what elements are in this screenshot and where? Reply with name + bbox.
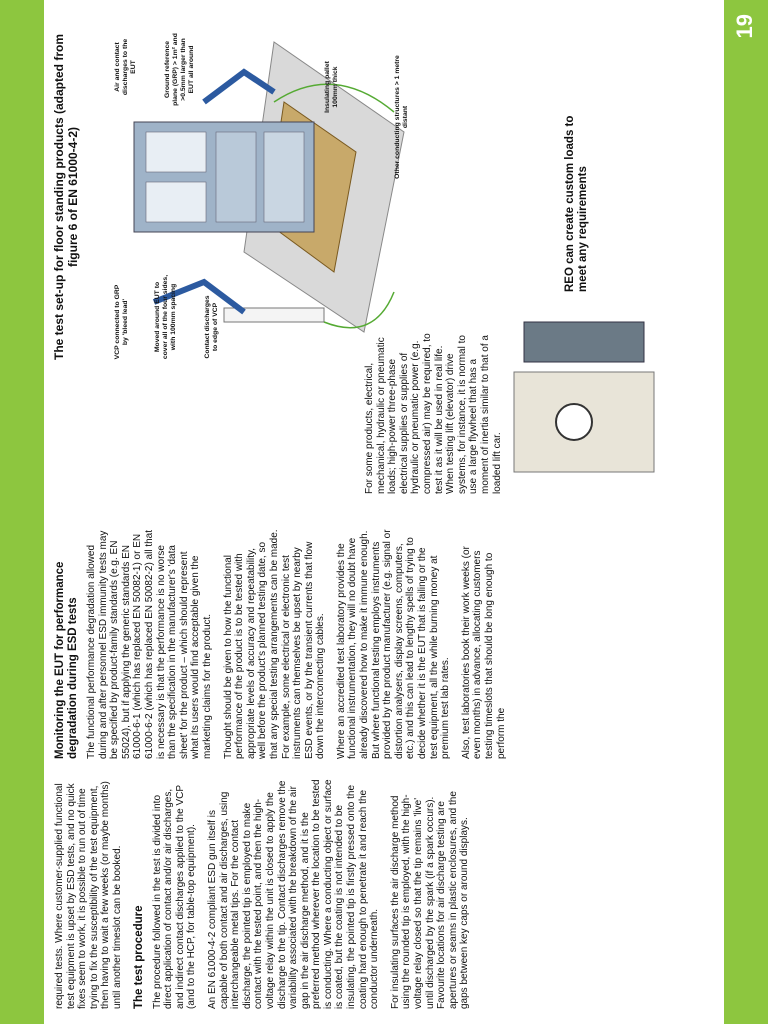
col2-paragraph: Also, test laboratories book their work weeks (or even months) in advance, allocating customers testing timeslots that should be long enough to perform the — [460, 546, 507, 759]
col2-paragraph: Where an accredited test laboratory provides the functional instrumentation, they will no doubt have already discovered how to make it immune enough. But where functional testing employs instruments provided by the product manufacturer (e.g. signal or distortion analysers, display screens, computers, etc.) and this can lead to lengthy spells of trying to decide whether it is the EUT that is failing or the test equipment, all the while burning money at premium test lab rates. — [335, 529, 452, 759]
setup-illustration — [94, 32, 424, 362]
reo-logo — [556, 404, 592, 440]
col3-paragraph: For insulating surfaces the air discharge method using the rounded tip is employed, with the high-voltage relay closed so that the tip remains 'live' until discharged by the spark (if a spark occurs). Favourite locations for air discharge testing are apertures or seams in plastic enclosures, and the gaps between key caps or around displays. — [389, 791, 471, 1009]
page-20-green-bar — [0, 0, 44, 1024]
col3-paragraph: An EN 61000-4-2 compliant ESD gun itself is capable of both contact and air discharges, using interchangeable metal tips. For the contact discharge, the pointed tip is employed to make contact with the tested point, and then the high-voltage relay within the unit is closed to apply the discharge to the tip. Contact discharges remove the variability associated with the breakdown of the air gap in the air discharge method, and it is the preferred method wherever the location to be tested is conducting. Where a conducting object or surface is coated, but the coating is not intended to be insulating, the pointed tip is firstly pressed onto the coating hard enough to penetrate it and reach the conductor underneath. — [206, 779, 381, 1009]
esd-gun-right — [204, 72, 274, 102]
col3-paragraph: The procedure followed in the test is divided into direct application of contact and/or air discharges, and indirect contact discharges applied to the VCP (and to the HCP, for table-top equipment). — [151, 785, 198, 1009]
col3-paragraph: required tests. Where customer-supplied functional test equipment is upset by ESD tests, and no quick fixes seem to work, it is possible to run out of time trying to fix the susceptibility of the test equipment, then having to wait a few weeks (or maybe months) until another timeslot can be booked. — [54, 781, 123, 1009]
label-other-structures: Other conducting structures > 1 metre distant — [394, 55, 409, 179]
label-contact-discharges: Contact discharges to edge of VCP — [204, 295, 219, 359]
col2-paragraph: Thought should be given to how the functional performance of the product is to be tested with appropriate levels of accuracy and repeatability, well before the product's planned testing date, so that any special testing arrangements can be made. For example, some electrical or electronic test instruments can themselves be upset by nearby ESD events, or by the transient currents that flow down the interconnecting cables. — [222, 529, 327, 759]
label-grp: Ground reference plane (GRP) > 1m² and >0.5mm larger than EUT all around — [164, 33, 195, 106]
resistor-bank — [524, 322, 644, 362]
col2-paragraph: The functional performance degradation allowed during and after personnel ESD immunity tests may be specified by product-family standards (e.g. EN 55024), but if applying the generic standards EN 61000-6-1 (which has replaced EN 50082-1) or EN 61000-6-2 (which has replaced EN 50082-2) all that is necessary is that the performance is no worse than the specification in the manufacturer's 'data sheet' for the product – which should represent what its users would find acceptable given the marketing claims for the product. — [86, 529, 213, 759]
label-air-contact: Air and contact discharges to the EUT — [114, 38, 137, 96]
rack-panel-3 — [216, 132, 256, 222]
rack-panel-1 — [146, 182, 206, 222]
left-intro-paragraph: For some products, electrical, mechanical, hydraulic or pneumatic loads; high-power three-phase electrical supplies or supplies of hydraulic or pneumatic power (e.g. compressed air) may be required, to test it as it will be used in real life. When testing lift (elevator) drive systems, for instance, it is normal to use a large flywheel that has a moment of inertia similar to that of a loaded lift car. — [364, 333, 503, 494]
figure-title-block — [52, 32, 86, 362]
column-2 — [54, 529, 516, 759]
custom-load-photo — [484, 302, 684, 502]
page-number-19: 19 — [732, 14, 757, 39]
column-3 — [54, 779, 480, 1009]
rack-panel-4 — [264, 132, 304, 222]
page-19-green-bar — [724, 0, 768, 1024]
col3-heading: The test procedure — [132, 905, 145, 1009]
rack-panel-2 — [146, 132, 206, 172]
photo-caption — [564, 102, 596, 292]
photo-caption-text: REO can create custom loads to meet any requirements — [564, 115, 589, 292]
label-pallet: Insulating pallet 100mm thick — [324, 61, 339, 113]
page-20 — [44, 512, 724, 1024]
col2-heading: Monitoring the EUT for performance degradation during ESD tests — [54, 561, 79, 759]
label-vcp: VCP connected to GRP by 'bleed lead' — [114, 284, 129, 360]
page-19 — [44, 0, 724, 512]
label-moved-around: Moved around EUT to cover all of the four sides, with 100mm spacing — [154, 274, 177, 360]
figure-title: The test set-up for floor standing products (adapted from figure 6 of EN 61000-4-2) — [52, 34, 80, 361]
esd-test-setup-diagram — [94, 32, 424, 362]
load-photo — [484, 302, 684, 502]
